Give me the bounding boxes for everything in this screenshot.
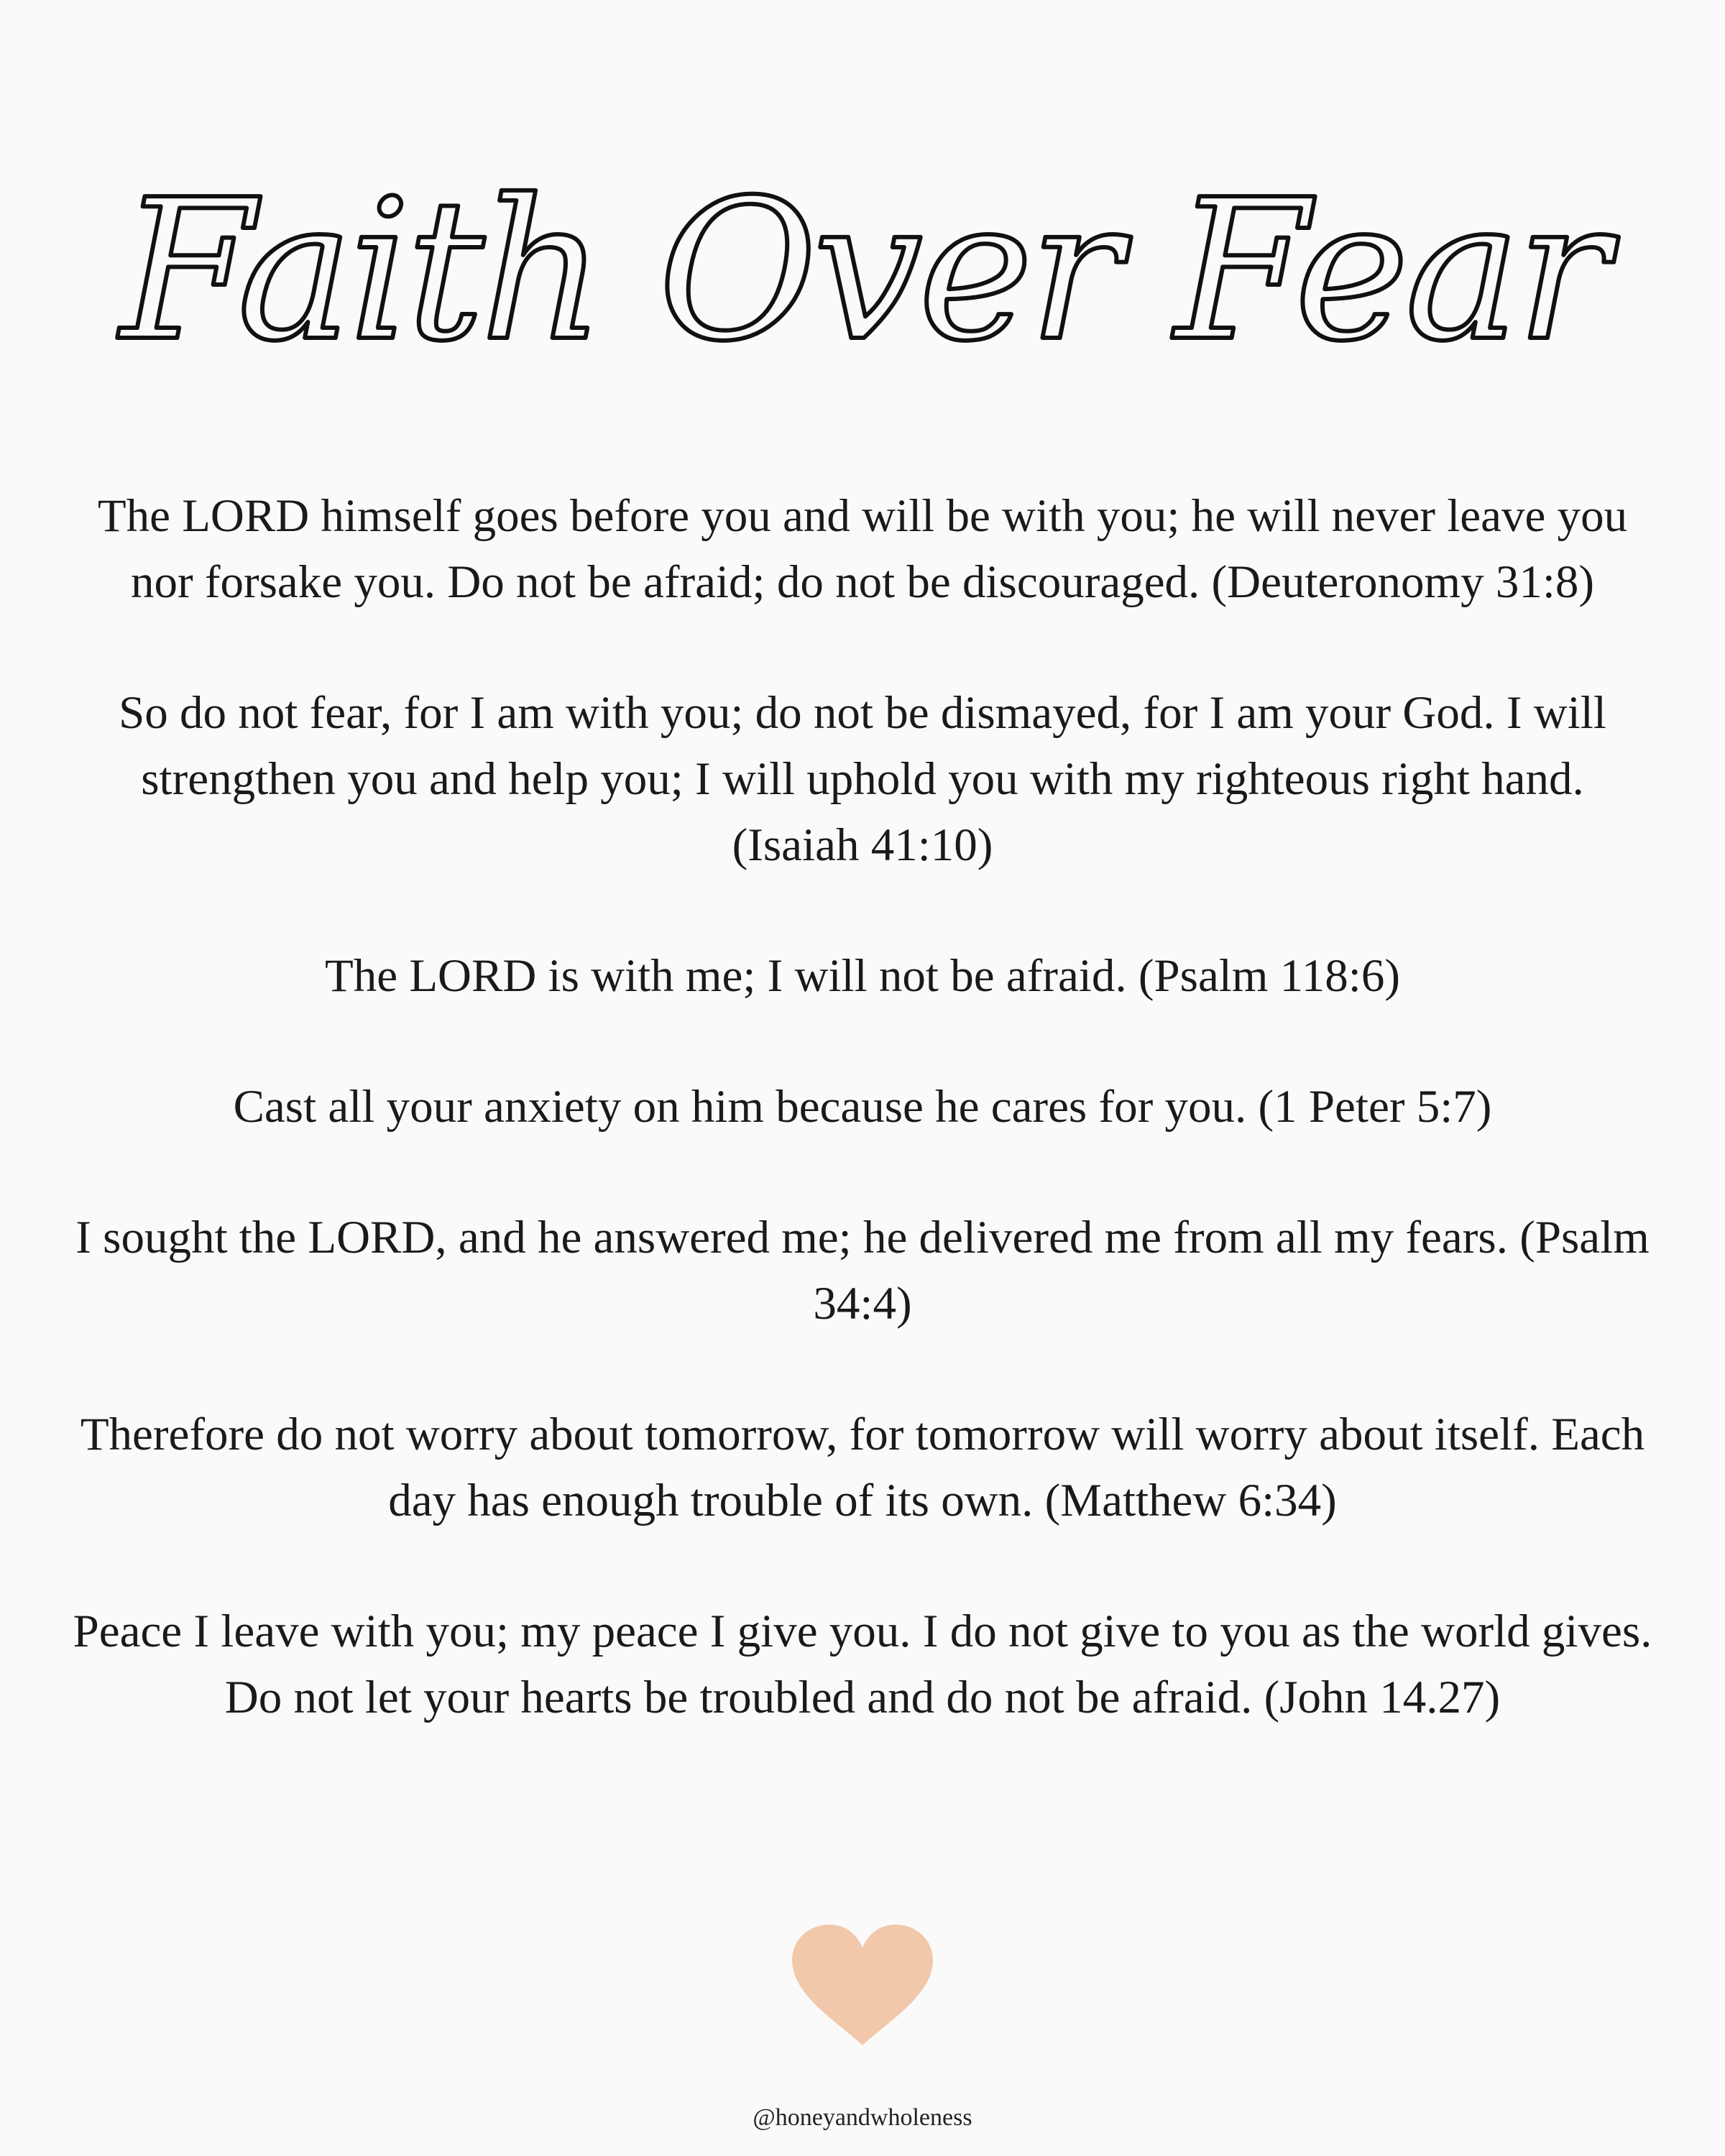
social-handle: @honeyandwholeness (753, 2104, 972, 2131)
verse-matthew: Therefore do not worry about tomorrow, for tomorrow will worry about itself. Each day has enough trouble of its own. (Matthew 6:34) (80, 1409, 1645, 1526)
page-title (0, 79, 1725, 438)
verse-1-peter: Cast all your anxiety on him because he cares for you. (1 Peter 5:7) (233, 1081, 1492, 1133)
title-script (0, 79, 1725, 438)
title-text: Faith Over Fear (120, 157, 1605, 384)
verse-psalm-118: The LORD is with me; I will not be afraid. (Psalm 118:6) (325, 950, 1400, 1002)
verse-psalm-34: I sought the LORD, and he answered me; he delivered me from all my fears. (Psalm 34:4) (75, 1212, 1650, 1330)
verse-isaiah: So do not fear, for I am with you; do not be dismayed, for I am your God. I will strengthen you and help you; I will uphold you with my righteous right hand. (Isaiah 41:10) (119, 687, 1606, 871)
verse-deuteronomy: The LORD himself goes before you and will be with you; he will never leave you nor forsake you. Do not be afraid; do not be discouraged. (Deuteronomy 31:8) (97, 490, 1628, 608)
heart-icon (791, 1925, 934, 2047)
verse-list (72, 483, 1653, 1795)
verse-john: Peace I leave with you; my peace I give you. I do not give to you as the world gives. Do not let your hearts be troubled and do not be afraid. (John 14.27) (73, 1606, 1652, 1723)
